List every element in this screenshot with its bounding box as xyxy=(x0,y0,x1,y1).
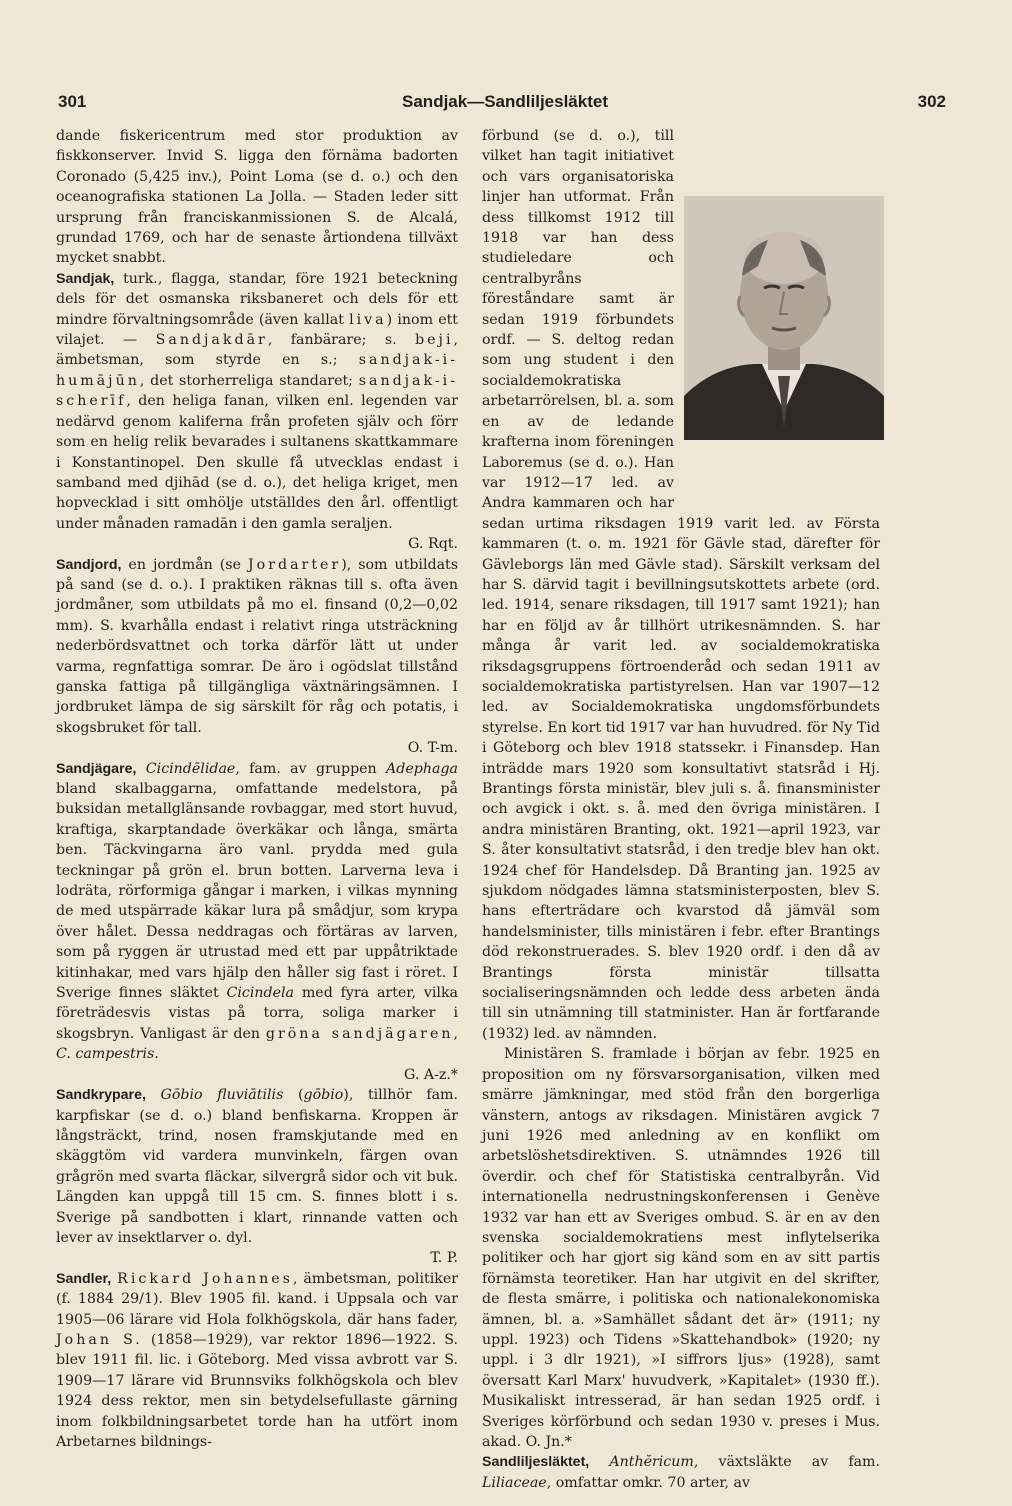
headword-sandjagare: Sandjägare, xyxy=(56,760,137,777)
headword-sandjak: Sandjak, xyxy=(56,270,115,287)
signature: G. A-z.* xyxy=(404,1066,458,1083)
signature: O. T-m. xyxy=(407,740,458,757)
right-column xyxy=(482,126,880,1493)
left-column xyxy=(56,126,458,1452)
entry-sandliljeslaktet: Sandliljesläktet, Anthĕricum, växtsläkte av fam. Liliaceae, omfattar omkr. 70 arter, av xyxy=(482,1454,880,1491)
headword-sandkrypare: Sandkrypare, xyxy=(56,1087,146,1104)
entry-sandjord: Sandjord, en jordmån (se Jordarter), som utbildats på sand (se d. o.). I praktiken räknas till s. ofta även jordmåner, som utbildats på mo el. finsand (0,2—0,02 mm). S. kvarhålla endast i relativt ringa utsträckning nederbördsvattnet och torka därför lätt ut under varma, regnfattiga somrar. De äro i ogödslat tillstånd ganska fattiga på tillgängliga växtnäringsämnen. I jordbruket lämpa de sig särskilt för råg och potatis, i skogsbruket för tall. O. T-m. xyxy=(56,555,458,759)
entry-continuation: dande fiskericentrum med stor produktion av fiskkonserver. Invid S. ligga den förnäma badorten Coronado (5,425 inv.), Point Loma (se d. o.) och den oceanografiska stationen La Jolla. — Staden leder sitt ursprung från franciskanmissionen S. de Alcalá, grundad 1769, och har de senaste årtiondena tillväxt mycket snabbt. xyxy=(56,128,458,267)
entry-sandjagare: Sandjägare, Cicindēlidae, fam. av gruppen Adephaga bland skalbaggarna, omfattande medelstora, på buksidan metallglänsande rovbaggar, med stort huvud, kraftiga, skarptandade överkäkar och långa, smärta ben. Täckvingarna äro vanl. prydda med gula teckningar på grön el. brun botten. Larverna leva i lodräta, rörformiga gångar i marken, i vilkas mynning de med utspärrade käkar lura på smådjur, som krypa över hålet. Dessa neddragas och förtäras av larven, som på ryggen är utrustad med ett par uppåtriktade kitinhakar, med vars hjälp den håller sig fast i röret. I Sverige finnes släktet Cicindela med fyra arter, vilka företrädesvis vistas på torra, soliga marker i skogsbryn. Vanligast är den gröna sandjägaren, C. campestris. G. A-z.* xyxy=(56,759,458,1086)
entry-sandjak: Sandjak, turk., flagga, standar, före 1921 beteckning dels för det osmanska riksbaneret och dels för ett mindre förvaltningsområde (även kallat liva) inom ett vilajet. — Sandjakdār, fanbärare; s. beji, ämbetsman, som styrde en s.; sandjak-i-humājūn, det storherreliga standaret; sandjak-i-scherīf, den heliga fanan, vilken enl. legenden var nedärvd genom kaliferna från profeten själv och förr som en helig relik bevarades i sultanens skattkammare i Konstantinopel. Den skulle få utvecklas endast i samband med djihād (se d. o.), det heliga kriget, men hopvecklad i sitt omhölje utställdes den årl. offentligt under månaden ramadān i den gamla seraljen. G. Rqt. xyxy=(56,269,458,555)
headword-sandler: Sandler, xyxy=(56,1270,112,1287)
paragraph-ministry: Ministären S. framlade i början av febr. 1925 en proposition om ny försvarsorganisation, vilken med smärre jämkningar, med stöd från den borgerliga vänstern, antogs av riksdagen. Ministären avgick 7 juni 1926 med anledning av en konflikt om arbetslöshetsdirektiven. S. utnämndes 1926 till överdir. och chef för Statistiska centralbyrån. Vid internationella nedrustningskonferensen i Genève 1932 var han ett av Sveriges ombud. S. är en av den svenska socialdemokratiens mest inflytelserika politiker och har gjort sig känd som en av sitt partis förnämsta teoretiker. Han har utgivit en del skrifter, de flesta smärre, i politiska och nationalekonomiska ämnen, bl. a. »Samhället sådant det är» (1911; ny uppl. 1923) och Tidens »Skattehandbok» (1920; ny uppl. i 3 dlr 1921), »I siffrors ljus» (1928), samt översatt Karl Marx' huvudverk, »Kapitalet» (1930 ff.). Musikaliskt intresserad, är han sedan 1925 ordf. i Sveriges körförbund och sedan 1930 v. preses i Mus. akad. O. Jn.* xyxy=(482,1046,880,1450)
page-number-left: 301 xyxy=(58,92,87,111)
birth-date: 29/1 xyxy=(121,1291,153,1308)
entry-sandkrypare: Sandkrypare, Gōbio fluviātilis (gōbio), tillhör fam. karpfiskar (se d. o.) bland benfiskarna. Kroppen är långsträckt, trind, nosen framskjutande med en skäggtöm vid vardera munvinkeln, färgen ovan grågrön med svarta fläckar, silvergrå sidor och vit buk. Längden kan uppgå till 15 cm. S. finnes blott i s. Sverige på sandbotten i klart, rinnande vatten och lever av insektlarver o. dyl. T. P. xyxy=(56,1085,458,1269)
page-number-right: 302 xyxy=(917,92,946,111)
entry-sandler: Sandler, Rickard Johannes, ämbetsman, politiker (f. 1884 29/1). Blev 1905 fil. kand. i Uppsala och var 1905—06 lärare vid Hola folkhögskola, där hans fader, Johan S. (1858—1929), var rektor 1896—1922. S. blev 1911 fil. lic. i Göteborg. Med vissa avbrott var S. 1909—17 lärare vid Brunnsviks folkhögskola och blev 1924 dess rektor, men sin betydelsefullaste gärning inom folkbildningsarbetet torde han ha utfört inom Arbetarnes bildnings- xyxy=(56,1270,459,1450)
signature: O. Jn.* xyxy=(525,1434,572,1450)
page-header xyxy=(56,92,954,116)
signature: T. P. xyxy=(430,1250,458,1267)
headword-sandliljeslaktet: Sandliljesläktet, xyxy=(482,1454,590,1471)
running-title: Sandjak—Sandliljesläktet xyxy=(402,92,608,111)
signature: G. Rqt. xyxy=(408,536,458,553)
entry-continuation-right: förbund (se d. o.), till vilket han tagit initiativet och vars organisatoriska linjer han utformat. Från dess tillkomst 1912 till 1918 var han dess studieledare och centralbyråns föreståndare samt är sedan 1919 förbundets ordf. — S. deltog redan som ung student i den socialdemokratiska arbetarrörelsen, bl. a. som en av de ledande krafterna inom föreningen Laboremus (se d. o.). Han var 1912—17 led. av Andra kammaren och har sedan urtima riksdagen 1919 varit led. av Första kammaren (t. o. m. 1921 för Gävle stad, därefter för Gävleborgs län med Gävle stad). Särskilt verksam del har S. därvid tagit i bevillningsutskottets arbete (ord. led. 1914, senare riksdagen, till 1917 samt 1921); han har en följd av år tillhört utrikesnämnden. S. har många år varit led. av socialdemokratiska riksdagsgruppens förtroenderåd och sedan 1911 av socialdemokratiska partistyrelsen. Han var 1907—12 led. av Socialdemokratiska ungdomsförbundets styrelse. En kort tid 1917 var han huvudred. för Ny Tid i Göteborg och blev 1918 statssekr. i Finansdep. Han inträdde mars 1920 som konsultativt statsråd i Hj. Brantings första ministär, blev juli s. å. finansminister och avgick i okt. s. å. med den övriga ministären. I andra ministären Branting, okt. 1921—april 1923, var S. åter konsultativt statsråd, i den tredje blev han okt. 1924 chef för Handelsdep. Då Branting jan. 1925 av sjukdom nödgades lämna statsministerposten, blev S. hans efterträdare och kvarstod då jämväl som handelsminister, tills ministären i febr. efter Brantings död rekonstruerades. S. blev 1920 ordf. i den då av Brantings första ministär tillsatta socialiseringsnämnden och ledde dess arbeten ända till sin utnämning till statminister. Han är fortfarande (1932) led. av nämnden. xyxy=(482,128,880,1042)
headword-sandjord: Sandjord, xyxy=(56,556,122,573)
photo-space xyxy=(674,186,880,504)
